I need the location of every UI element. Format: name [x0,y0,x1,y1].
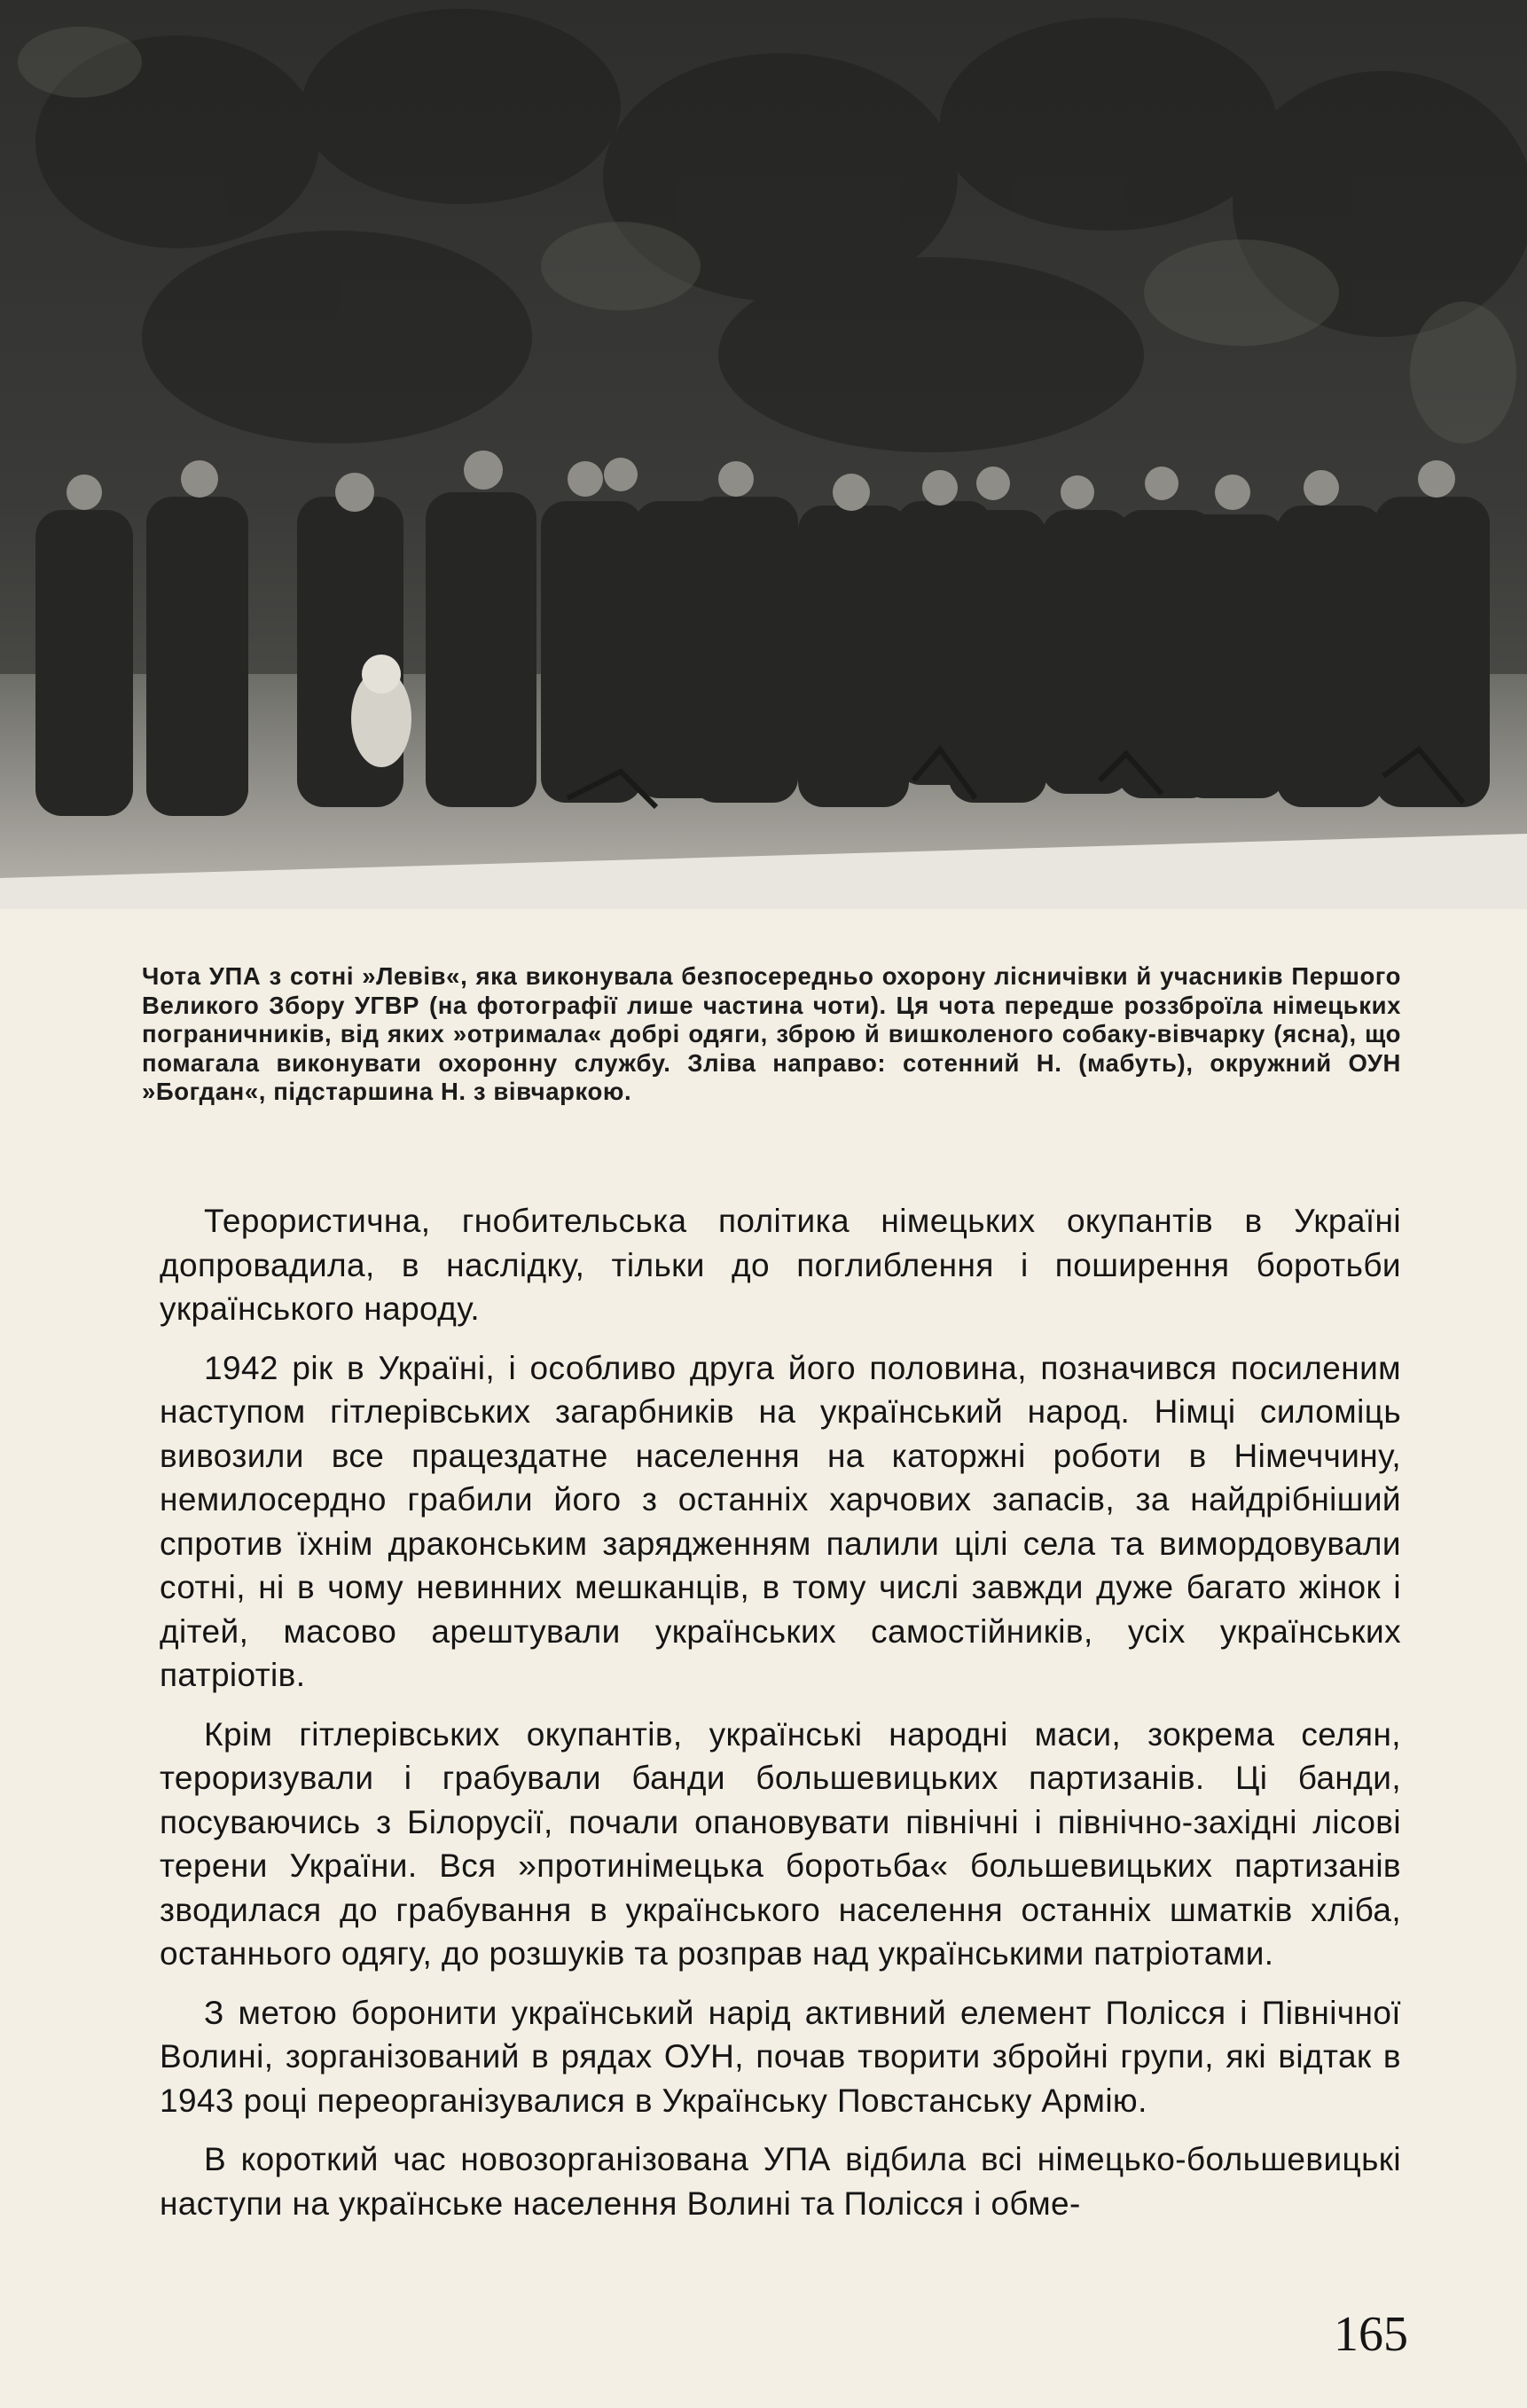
paragraph: Крім гітлерівських окупантів, українські народні маси, зокрема селян, тероризували і грабували банди большевицьких партизанів. Ці банди, посуваючись з Білорусії, почали опановувати північні і північно-західні лісові терени України. Вся »протинімецька боротьба« большевицьких партизанів зводилася до грабування в українського населення останніх шматків хліба, останнього одягу, до розшуків та розправ над українськими патріотами. [160,1715,1401,1972]
paragraph: 1942 рік в Україні, і особливо друга його половина, позначився посиленим наступом гітлерівських загарбників на український народ. Німці силоміць вивозили все працездатне населення на каторжні роботи в Німеччину, немилосердно грабили його з останніх харчових запасів, за найдрібніший спротив їхнім драконським зарядженням палили цілі села та вимордовували сотні, ні в чому невинних мешканців, в тому числі завжди дуже багато жінок і дітей, масово арештували українських самостійників, усіх українських патріотів. [160,1349,1401,1693]
body-text [160,1199,1401,2240]
photo-caption: Чота УПА з сотні »Левів«, яка виконувала безпосередньо охорону лісничівки й учасників Першого Великого Збору УГВР (на фотографії лише частина чоти). Ця чота передше роззброїла німецьких пограничників, від яких »отримала« добрі одяги, зброю й вишколеного собаку-вівчарку (ясна), що помагала виконувати охоронну службу. Зліва направо: сотенний Н. (мабуть), окружний ОУН »Богдан«, підстаршина Н. з вівчаркою. [142,962,1401,1105]
group-photo-icon [0,0,1527,909]
paragraph: З метою боронити український нарід активний елемент Полісся і Північної Волині, зорганізований в рядах ОУН, почав творити збройні групи, які відтак в 1943 році переорганізувалися в Українську Повстанську Армію. [160,1994,1401,2119]
group-photo [0,0,1527,909]
paragraph: Терористична, гнобительська політика німецьких окупантів в Україні допровадила, в наслідку, тільки до поглиблення і поширення боротьби українського народу. [160,1203,1401,1327]
page-number: 165 [1334,2307,1408,2362]
paragraph: В короткий час новозорганізована УПА відбила всі німецько-большевицькі наступи на українське населення Волині та Полісся і обме- [160,2141,1401,2222]
